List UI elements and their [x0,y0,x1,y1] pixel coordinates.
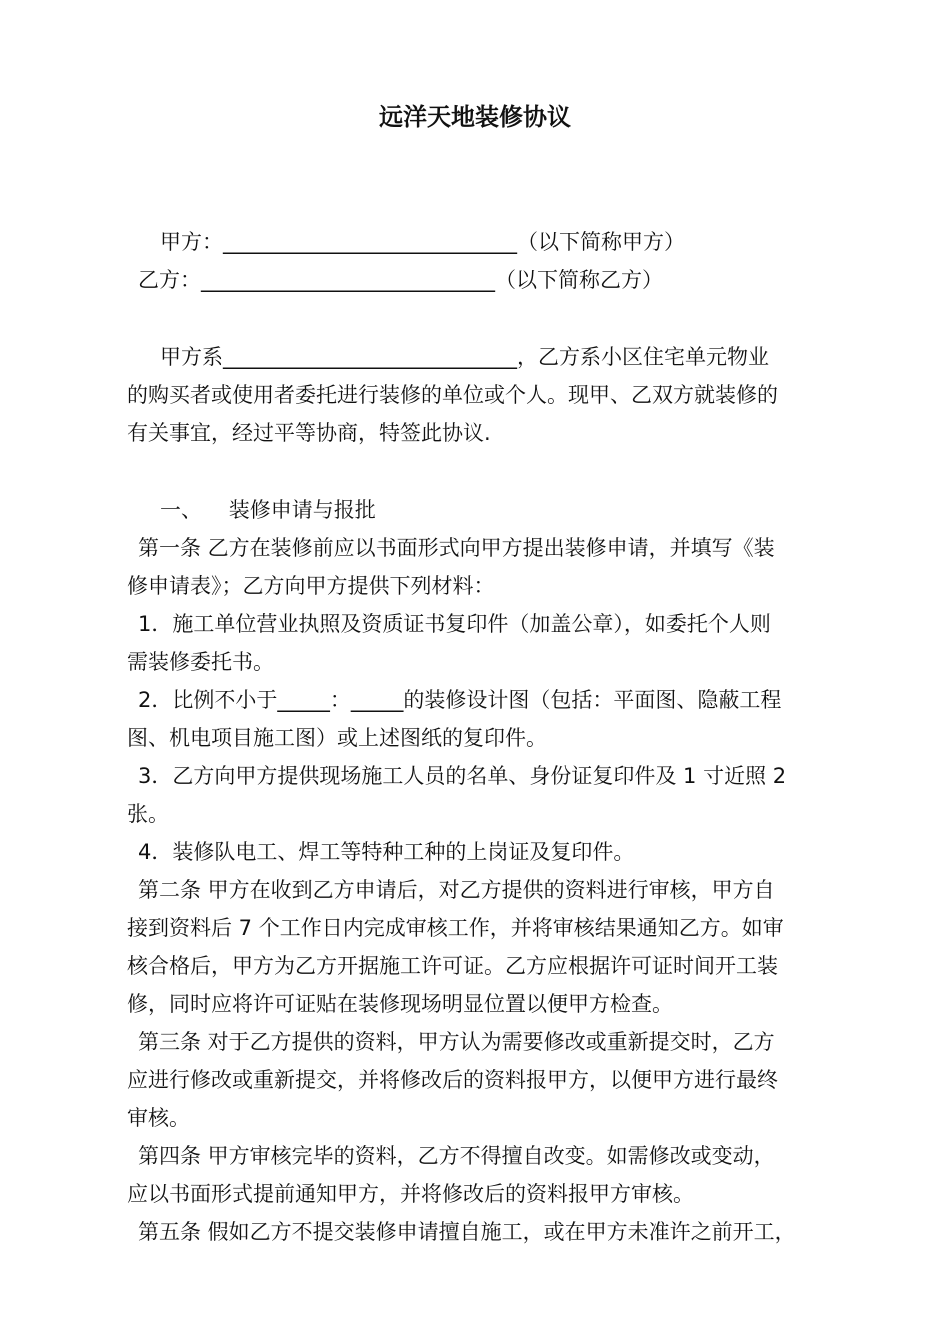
item-2-line-1: 2．比例不小于_____：_____的装修设计图（包括：平面图、隐蔽工程 [138,688,782,712]
intro-line-1: 甲方系____________________________，乙方系小区住宅单元物业 [160,345,769,369]
intro-line-2: 的购买者或使用者委托进行装修的单位或个人。现甲、乙双方就装修的 [127,383,778,407]
item-1-line-1: 1．施工单位营业执照及资质证书复印件（加盖公章），如委托个人则 [138,612,771,636]
item-2-line-2: 图、机电项目施工图）或上述图纸的复印件。 [127,726,547,750]
section-heading: 一、 装修申请与报批 [160,498,376,522]
article-1-line-1: 第一条 乙方在装修前应以书面形式向甲方提出装修申请，并填写《装 [138,536,775,560]
article-3-line-1: 第三条 对于乙方提供的资料，甲方认为需要修改或重新提交时，乙方 [138,1030,775,1054]
item-4-line-1: 4．装修队电工、焊工等特种工种的上岗证及复印件。 [138,840,635,864]
article-4-line-2: 应以书面形式提前通知甲方，并将修改后的资料报甲方审核。 [127,1182,694,1206]
item-3-line-1: 3．乙方向甲方提供现场施工人员的名单、身份证复印件及 1 寸近照 2 [138,764,787,788]
party-a-line: 甲方：____________________________（以下简称甲方） [160,230,685,254]
intro-line-3: 有关事宜，经过平等协商，特签此协议. [127,421,491,445]
item-3-line-2: 张。 [127,802,169,826]
party-b-line: 乙方：____________________________（以下简称乙方） [138,268,663,292]
article-4-line-1: 第四条 甲方审核完毕的资料，乙方不得擅自改变。如需修改或变动， [138,1144,775,1168]
article-2-line-3: 核合格后，甲方为乙方开据施工许可证。乙方应根据许可证时间开工装 [127,954,778,978]
article-3-line-2: 应进行修改或重新提交，并将修改后的资料报甲方，以便甲方进行最终 [127,1068,778,1092]
article-2-line-1: 第二条 甲方在收到乙方申请后，对乙方提供的资料进行审核，甲方自 [138,878,775,902]
article-2-line-2: 接到资料后 7 个工作日内完成审核工作，并将审核结果通知乙方。如审 [127,916,784,940]
article-3-line-3: 审核。 [127,1106,190,1130]
article-5-line-1: 第五条 假如乙方不提交装修申请擅自施工，或在甲方未准许之前开工， [138,1220,796,1244]
item-1-line-2: 需装修委托书。 [127,650,274,674]
article-1-line-2: 修申请表》；乙方向甲方提供下列材料： [127,574,495,598]
article-2-line-4: 修，同时应将许可证贴在装修现场明显位置以便甲方检查。 [127,992,673,1016]
document-title: 远洋天地装修协议 [379,103,571,131]
